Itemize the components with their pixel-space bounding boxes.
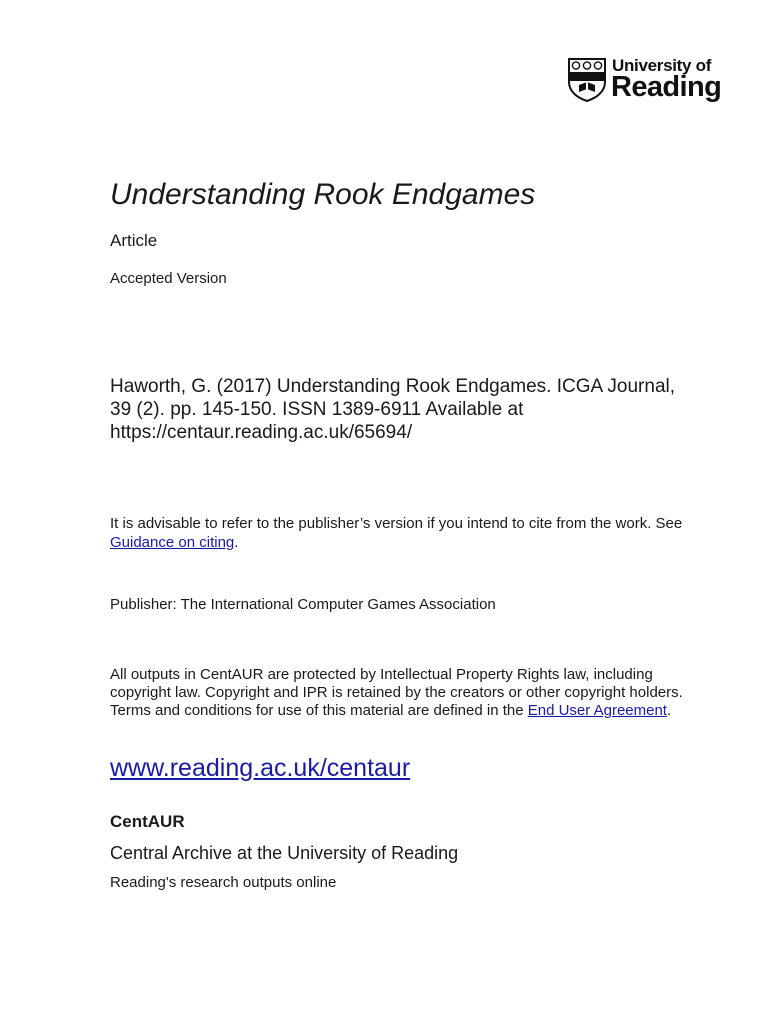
- document-version: Accepted Version: [110, 270, 227, 287]
- university-logo: [568, 56, 724, 106]
- archive-tagline: Reading's research outputs online: [110, 874, 337, 891]
- publisher-line: Publisher: The International Computer Games Association: [110, 596, 496, 613]
- rights-suffix: .: [666, 702, 672, 719]
- rights-text: All outputs in CentAUR are protected by Intellectual Property Rights law, including copyright law. Copyright and IPR is retained by the creators or other copyright holders. Terms and conditions for use of this material are defined in the: [110, 666, 683, 719]
- logo-text-line1: University of: [612, 56, 712, 75]
- advisory-suffix: .: [234, 534, 239, 551]
- citation-text: Haworth, G. (2017) Understanding Rook Endgames. ICGA Journal, 39 (2). pp. 145-150. ISSN 1389-6911 Available at https://centaur.reading.ac.uk/65694/: [110, 376, 676, 443]
- guidance-on-citing-link[interactable]: Guidance on citing: [110, 534, 235, 551]
- crest-icon: [568, 58, 606, 102]
- centaur-heading: CentAUR: [110, 812, 185, 831]
- logo-text-line2: Reading: [611, 71, 722, 103]
- document-title: Understanding Rook Endgames: [110, 178, 536, 211]
- end-user-agreement-link[interactable]: End User Agreement: [527, 702, 667, 719]
- archive-name: Central Archive at the University of Reading: [110, 843, 459, 863]
- centaur-website-link[interactable]: www.reading.ac.uk/centaur: [110, 754, 411, 782]
- advisory-paragraph: [110, 514, 710, 552]
- rights-paragraph: [110, 666, 710, 720]
- document-type: Article: [110, 231, 158, 250]
- advisory-text: It is advisable to refer to the publisher’s version if you intend to cite from the work. See: [110, 515, 683, 532]
